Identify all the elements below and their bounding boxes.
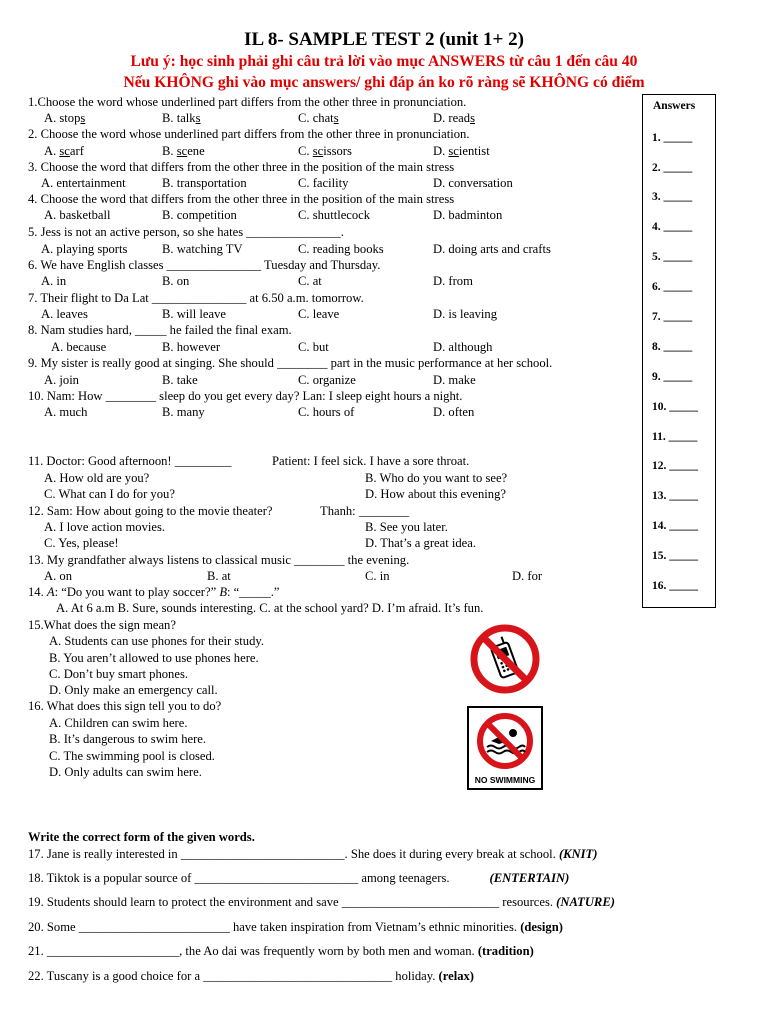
q5-stem: 5. Jess is not an active person, so she hates _______________. bbox=[28, 225, 344, 239]
q21-text: 21. _____________________, the Ao dai was frequently worn by both men and woman. bbox=[28, 944, 478, 958]
q5-option-b[interactable]: B. watching TV bbox=[162, 242, 243, 256]
q1-d-underlined: s bbox=[470, 111, 475, 125]
answer-slot-16[interactable]: 16. _____ bbox=[652, 580, 698, 592]
q1-c-underlined: s bbox=[333, 111, 339, 125]
no-phone-icon bbox=[470, 624, 540, 694]
q4-stem: 4. Choose the word that differs from the other three in the position of the main stress bbox=[28, 192, 455, 206]
q2-d-text: D. bbox=[433, 144, 449, 158]
q2-d-rest: ientist bbox=[458, 144, 490, 158]
q2-c-text: C. bbox=[298, 144, 313, 158]
q13-option-a[interactable]: A. on bbox=[44, 569, 72, 583]
q8-option-b[interactable]: B. however bbox=[162, 340, 221, 354]
q10-option-d[interactable]: D. often bbox=[433, 405, 475, 419]
q8-option-c[interactable]: C. but bbox=[298, 340, 329, 354]
answer-slot-5[interactable]: 5. _____ bbox=[652, 251, 693, 263]
q22-line[interactable] bbox=[28, 968, 474, 985]
q14-stem bbox=[28, 584, 279, 600]
q14-response: : “_____.” bbox=[227, 585, 280, 599]
answer-slot-7[interactable]: 7. _____ bbox=[652, 311, 693, 323]
q2-option-d[interactable] bbox=[433, 143, 490, 159]
q15-option-b[interactable]: B. You aren’t allowed to use phones here. bbox=[49, 651, 259, 665]
q18-line[interactable] bbox=[28, 870, 569, 887]
q9-option-d[interactable]: D. make bbox=[433, 373, 476, 387]
q2-c-underlined: sc bbox=[312, 144, 324, 158]
q1-b-underlined: s bbox=[195, 111, 201, 125]
q10-option-a[interactable]: A. much bbox=[44, 405, 88, 419]
q9-stem: 9. My sister is really good at singing. She should ________ part in the music performance at her school. bbox=[28, 356, 553, 370]
q1-stem: 1.Choose the word whose underlined part differs from the other three in pronunciation. bbox=[28, 95, 467, 109]
q13-stem: 13. My grandfather always listens to classical music ________ the evening. bbox=[28, 553, 410, 567]
q14-number: 14. bbox=[28, 585, 47, 599]
q15-option-c[interactable]: C. Don’t buy smart phones. bbox=[49, 667, 188, 681]
q13-option-c[interactable]: C. in bbox=[365, 569, 390, 583]
answer-slot-3[interactable]: 3. _____ bbox=[652, 191, 693, 203]
q11-option-b[interactable]: B. Who do you want to see? bbox=[365, 471, 508, 485]
answers-box bbox=[642, 94, 716, 608]
q3-option-b[interactable]: B. transportation bbox=[162, 176, 247, 190]
no-swimming-sign bbox=[467, 706, 543, 790]
q7-option-b[interactable]: B. will leave bbox=[162, 307, 227, 321]
q11-option-c[interactable]: C. What can I do for you? bbox=[44, 487, 175, 501]
answer-slot-9[interactable]: 9. _____ bbox=[652, 371, 693, 383]
q7-option-c[interactable]: C. leave bbox=[298, 307, 340, 321]
q8-stem: 8. Nam studies hard, _____ he failed the final exam. bbox=[28, 323, 292, 337]
q2-option-a[interactable] bbox=[44, 143, 84, 159]
answer-slot-4[interactable]: 4. _____ bbox=[652, 221, 693, 233]
q6-stem: 6. We have English classes _______________ Tuesday and Thursday. bbox=[28, 258, 381, 272]
q16-option-a[interactable]: A. Children can swim here. bbox=[49, 716, 188, 730]
q3-stem: 3. Choose the word that differs from the other three in the position of the main stress bbox=[28, 160, 455, 174]
q8-option-a[interactable]: A. because bbox=[51, 340, 107, 354]
q1-option-a[interactable] bbox=[44, 110, 85, 126]
q22-word: (relax) bbox=[438, 969, 474, 983]
answer-slot-11[interactable]: 11. _____ bbox=[652, 431, 698, 443]
q11-option-d[interactable]: D. How about this evening? bbox=[365, 487, 506, 501]
q7-option-d[interactable]: D. is leaving bbox=[433, 307, 498, 321]
q2-a-rest: arf bbox=[69, 144, 84, 158]
q12-stem-thanh: Thanh: ________ bbox=[320, 504, 410, 518]
q16-option-d[interactable]: D. Only adults can swim here. bbox=[49, 765, 202, 779]
section2-title: Write the correct form of the given words. bbox=[28, 830, 255, 844]
q14-options[interactable]: A. At 6 a.m B. Sure, sounds interesting. C. at the school yard? D. I’m afraid. It’s fun. bbox=[56, 601, 484, 615]
q19-line[interactable] bbox=[28, 894, 615, 911]
answer-slot-6[interactable]: 6. _____ bbox=[652, 281, 693, 293]
q9-option-b[interactable]: B. take bbox=[162, 373, 198, 387]
q16-option-c[interactable]: C. The swimming pool is closed. bbox=[49, 749, 215, 763]
q5-option-d[interactable]: D. doing arts and crafts bbox=[433, 242, 551, 256]
q12-option-a[interactable]: A. I love action movies. bbox=[44, 520, 166, 534]
q4-option-c[interactable]: C. shuttlecock bbox=[298, 208, 371, 222]
q1-c-text: C. chat bbox=[298, 111, 334, 125]
q9-option-c[interactable]: C. organize bbox=[298, 373, 356, 387]
q17-word: (KNIT) bbox=[558, 847, 598, 861]
no-swimming-label: NO SWIMMING bbox=[474, 775, 536, 785]
q13-option-d[interactable]: D. for bbox=[512, 569, 543, 583]
q6-option-d[interactable]: D. from bbox=[433, 274, 473, 288]
q7-stem: 7. Their flight to Da Lat _______________ at 6.50 a.m. tomorrow. bbox=[28, 291, 364, 305]
q6-option-c[interactable]: C. at bbox=[298, 274, 322, 288]
q3-option-c[interactable]: C. facility bbox=[298, 176, 349, 190]
page-title: IL 8- SAMPLE TEST 2 (unit 1+ 2) bbox=[244, 29, 524, 50]
q5-option-a[interactable]: A. playing sports bbox=[41, 242, 128, 256]
q16-option-b[interactable]: B. It’s dangerous to swim here. bbox=[49, 732, 207, 746]
q13-option-b[interactable]: B. at bbox=[207, 569, 231, 583]
q12-option-b[interactable]: B. See you later. bbox=[365, 520, 448, 534]
q5-option-c[interactable]: C. reading books bbox=[298, 242, 384, 256]
q21-word: (tradition) bbox=[477, 944, 534, 958]
q2-a-text: A. bbox=[44, 144, 60, 158]
q15-option-a[interactable]: A. Students can use phones for their study. bbox=[49, 634, 264, 648]
notice-line-2: Nếu KHÔNG ghi vào mục answers/ ghi đáp án ko rõ ràng sẽ KHÔNG có điểm bbox=[123, 74, 645, 91]
q10-option-c[interactable]: C. hours of bbox=[298, 405, 355, 419]
q22-text: 22. Tuscany is a good choice for a ______________________________ holiday. bbox=[28, 969, 439, 983]
q3-option-a[interactable]: A. entertainment bbox=[41, 176, 126, 190]
q7-option-a[interactable]: A. leaves bbox=[41, 307, 88, 321]
q11-stem: 11. Doctor: Good afternoon! _________ bbox=[28, 454, 232, 468]
no-phone-sign bbox=[470, 624, 540, 694]
q12-stem: 12. Sam: How about going to the movie theater? bbox=[28, 504, 273, 518]
q2-b-rest: ene bbox=[187, 144, 205, 158]
q9-option-a[interactable]: A. join bbox=[44, 373, 79, 387]
q15-option-d[interactable]: D. Only make an emergency call. bbox=[49, 683, 218, 697]
q2-c-rest: issors bbox=[323, 144, 352, 158]
q20-word: (design) bbox=[520, 920, 563, 934]
q19-word: (NATURE) bbox=[556, 895, 615, 909]
q12-option-c[interactable]: C. Yes, please! bbox=[44, 536, 119, 550]
q6-option-a[interactable]: A. in bbox=[41, 274, 67, 288]
q2-option-c[interactable] bbox=[298, 143, 352, 159]
q8-option-d[interactable]: D. although bbox=[433, 340, 493, 354]
q17-line[interactable] bbox=[28, 846, 597, 863]
q10-option-b[interactable]: B. many bbox=[162, 405, 205, 419]
q2-b-underlined: sc bbox=[176, 144, 188, 158]
notice-line-1: Lưu ý: học sinh phải ghi câu trả lời vào mục ANSWERS từ câu 1 đến câu 40 bbox=[130, 53, 638, 70]
answers-heading: Answers bbox=[653, 100, 696, 112]
q20-line[interactable] bbox=[28, 919, 563, 936]
q4-option-d[interactable]: D. badminton bbox=[433, 208, 503, 222]
q6-option-b[interactable]: B. on bbox=[162, 274, 190, 288]
q1-a-underlined: s bbox=[80, 111, 86, 125]
answer-slot-8[interactable]: 8. _____ bbox=[652, 341, 693, 353]
q4-option-a[interactable]: A. basketball bbox=[44, 208, 111, 222]
q1-b-text: B. talk bbox=[162, 111, 196, 125]
q1-a-text: A. stop bbox=[44, 111, 81, 125]
q12-option-d[interactable]: D. That’s a great idea. bbox=[365, 536, 476, 550]
q16-stem: 16. What does this sign tell you to do? bbox=[28, 699, 222, 713]
q1-option-b[interactable] bbox=[162, 110, 201, 126]
q2-option-b[interactable] bbox=[162, 143, 205, 159]
q19-text: 19. Students should learn to protect the environment and save _________________________ resources. bbox=[28, 895, 557, 909]
answer-slot-2[interactable]: 2. _____ bbox=[652, 162, 693, 174]
q1-option-d[interactable] bbox=[433, 110, 475, 126]
q21-line[interactable] bbox=[28, 943, 534, 960]
q14-question: : “Do you want to play soccer?” bbox=[54, 585, 220, 599]
q14-speaker-a: A bbox=[46, 585, 55, 599]
no-swimming-icon bbox=[469, 711, 541, 771]
q1-option-c[interactable] bbox=[298, 110, 339, 126]
q17-text: 17. Jane is really interested in __________________________. She does it during every break at school. bbox=[28, 847, 559, 861]
q20-text: 20. Some ________________________ have taken inspiration from Vietnam’s ethnic minorities. bbox=[28, 920, 521, 934]
q11-option-a[interactable]: A. How old are you? bbox=[44, 471, 150, 485]
q2-stem: 2. Choose the word whose underlined part differs from the other three in pronunciation. bbox=[28, 127, 470, 141]
answer-slot-15[interactable]: 15. _____ bbox=[652, 550, 698, 562]
answer-slot-1[interactable]: 1. _____ bbox=[652, 132, 693, 144]
answer-slot-10[interactable]: 10. _____ bbox=[652, 401, 698, 413]
q2-d-underlined: sc bbox=[448, 144, 459, 158]
q15-stem: 15.What does the sign mean? bbox=[28, 618, 176, 632]
q10-stem: 10. Nam: How ________ sleep do you get every day? Lan: I sleep eight hours a night. bbox=[28, 389, 463, 403]
q14-speaker-b: B bbox=[219, 585, 228, 599]
answer-slot-14[interactable]: 14. _____ bbox=[652, 520, 698, 532]
q4-option-b[interactable]: B. competition bbox=[162, 208, 237, 222]
answer-slot-13[interactable]: 13. _____ bbox=[652, 490, 698, 502]
q3-option-d[interactable]: D. conversation bbox=[433, 176, 513, 190]
q11-stem-patient: Patient: I feel sick. I have a sore throat. bbox=[272, 454, 470, 468]
q18-text: 18. Tiktok is a popular source of __________________________ among teenagers. bbox=[28, 871, 450, 885]
q1-d-text: D. read bbox=[433, 111, 471, 125]
answer-slot-12[interactable]: 12. _____ bbox=[652, 460, 698, 472]
q2-b-text: B. bbox=[162, 144, 177, 158]
q18-word: (ENTERTAIN) bbox=[489, 871, 570, 885]
q2-a-underlined: sc bbox=[59, 144, 70, 158]
